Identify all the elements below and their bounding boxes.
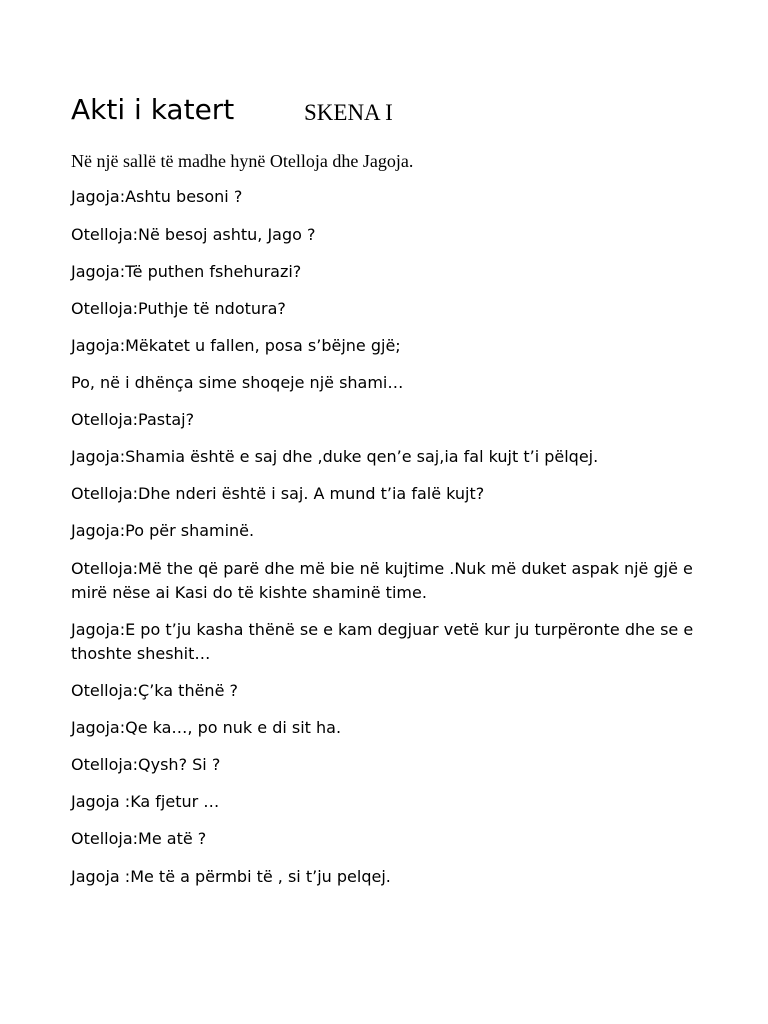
dialogue-line: Jagoja:Po për shaminë.: [71, 521, 255, 540]
dialogue-line: Jagoja:Ashtu besoni ?: [71, 187, 243, 206]
title-row: [71, 92, 711, 132]
dialogue-line: Jagoja:E po t’ju kasha thënë se e kam degjuar vetë kur ju turpëronte dhe se e thoshte sheshit…: [71, 620, 694, 663]
dialogue-line: Otelloja:Puthje të ndotura?: [71, 299, 286, 318]
dialogue-line: Otelloja:Pastaj?: [71, 410, 195, 429]
stage-direction: Në një sallë të madhe hynë Otelloja dhe Jagoja.: [71, 151, 414, 171]
dialogue-line: Otelloja:Dhe nderi është i saj. A mund t’ia falë kujt?: [71, 484, 485, 503]
dialogue-line: Jagoja:Qe ka…, po nuk e di sit ha.: [71, 718, 342, 737]
act-title: Akti i katert: [71, 93, 235, 126]
dialogue-line: Otelloja:Më the që parë dhe më bie në kujtime .Nuk më duket aspak një gjë e mirë nëse ai Kasi do të kishte shaminë time.: [71, 559, 693, 602]
dialogue-line: Otelloja:Ç’ka thënë ?: [71, 681, 238, 700]
dialogue-line: Po, në i dhënça sime shoqeje një shami…: [71, 373, 404, 392]
dialogue-line: Otelloja:Në besoj ashtu, Jago ?: [71, 225, 316, 244]
dialogue-line: Jagoja:Të puthen fshehurazi?: [71, 262, 302, 281]
dialogue-line: Jagoja :Ka fjetur …: [71, 792, 220, 811]
dialogue-line: Jagoja :Me të a përmbi të , si t’ju pelqej.: [71, 867, 391, 886]
dialogue-line: Jagoja:Mëkatet u fallen, posa s’bëjne gjë;: [71, 336, 401, 355]
dialogue-line: Otelloja:Qysh? Si ?: [71, 755, 221, 774]
dialogue-line: Jagoja:Shamia është e saj dhe ,duke qen’e saj,ia fal kujt t’i pëlqej.: [71, 447, 599, 466]
scene-title: SKENA I: [304, 100, 393, 125]
dialogue-line: Otelloja:Me atë ?: [71, 829, 207, 848]
